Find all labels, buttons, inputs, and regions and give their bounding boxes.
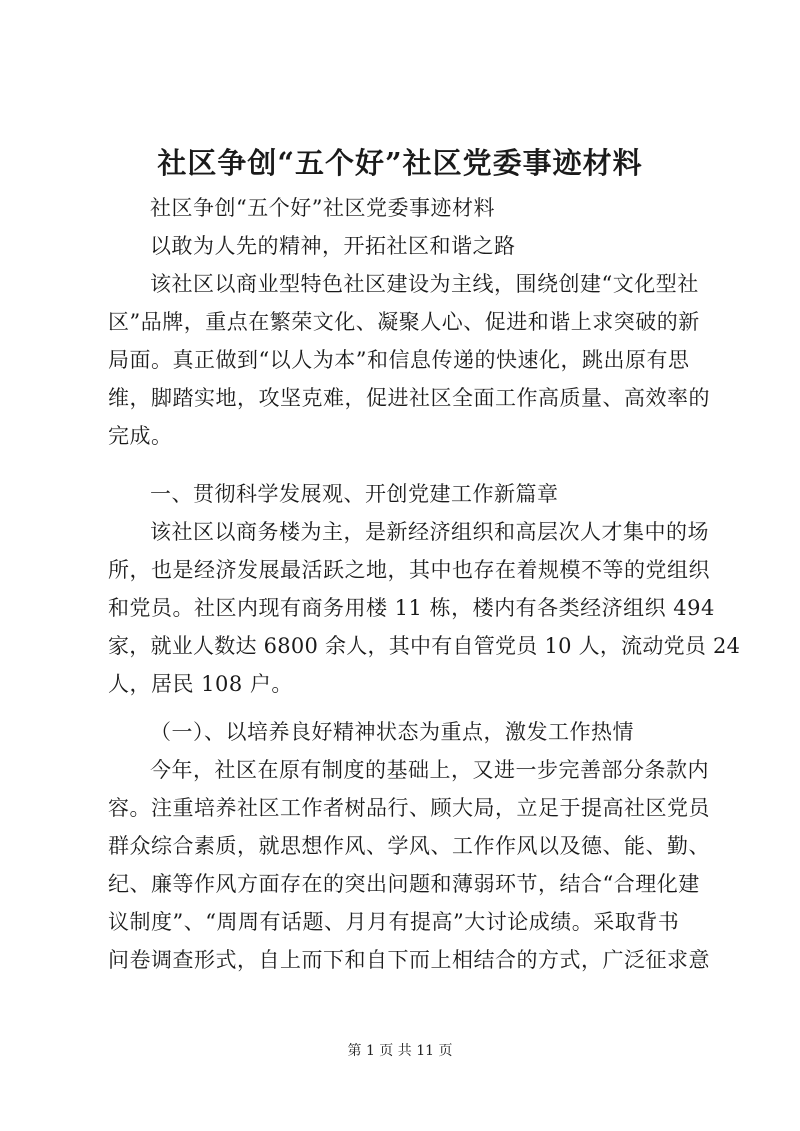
page-number: 第 1 页 共 11 页 xyxy=(347,1043,453,1059)
paragraph-line: 局面。真正做到“以人为本”和信息传递的快速化，跳出原有思 xyxy=(108,348,690,372)
paragraph-line: 纪、廉等作风方面存在的突出问题和薄弱环节，结合“合理化建 xyxy=(108,872,700,896)
paragraph-line: 该社区以商业型特色社区建设为主线，围绕创建“文化型社 xyxy=(150,272,699,296)
document-title: 社区争创“五个好”社区党委事迹材料 xyxy=(157,146,643,180)
paragraph-line: 区”品牌，重点在繁荣文化、凝聚人心、促进和谐上求突破的新 xyxy=(108,310,700,334)
paragraph-line: 维，脚踏实地，攻坚克难，促进社区全面工作高质量、高效率的 xyxy=(108,386,710,410)
paragraph-line: 人，居民 108 户。 xyxy=(108,672,293,696)
paragraph-line: 该社区以商务楼为主，是新经济组织和高层次人才集中的场 xyxy=(150,520,709,544)
paragraph-line: 今年，社区在原有制度的基础上，又进一步完善部分条款内 xyxy=(150,758,709,782)
section-heading: 以敢为人先的精神，开拓社区和谐之路 xyxy=(150,234,516,258)
paragraph-line: 和党员。社区内现有商务用楼 11 栋，楼内有各类经济组织 494 xyxy=(108,596,715,620)
subtitle-line: 社区争创“五个好”社区党委事迹材料 xyxy=(150,196,495,220)
paragraph-line: 问卷调查形式，自上而下和自下而上相结合的方式，广泛征求意 xyxy=(108,948,710,972)
paragraph-line: 议制度”、“周周有话题、月月有提高”大讨论成绩。采取背书 xyxy=(108,910,680,934)
paragraph-line: 所，也是经济发展最活跃之地，其中也存在着规模不等的党组织 xyxy=(108,558,710,582)
paragraph-line: 完成。 xyxy=(108,424,173,448)
paragraph-line: 容。注重培养社区工作者树品行、顾大局，立足于提高社区党员 xyxy=(108,796,710,820)
paragraph-line: 群众综合素质，就思想作风、学风、工作作风以及德、能、勤、 xyxy=(108,834,710,858)
section-heading: 一、贯彻科学发展观、开创党建工作新篇章 xyxy=(150,482,559,506)
paragraph-line: 家，就业人数达 6800 余人，其中有自管党员 10 人，流动党员 24 xyxy=(108,634,741,658)
subsection-heading: （一）、以培养良好精神状态为重点，激发工作热情 xyxy=(150,720,634,744)
